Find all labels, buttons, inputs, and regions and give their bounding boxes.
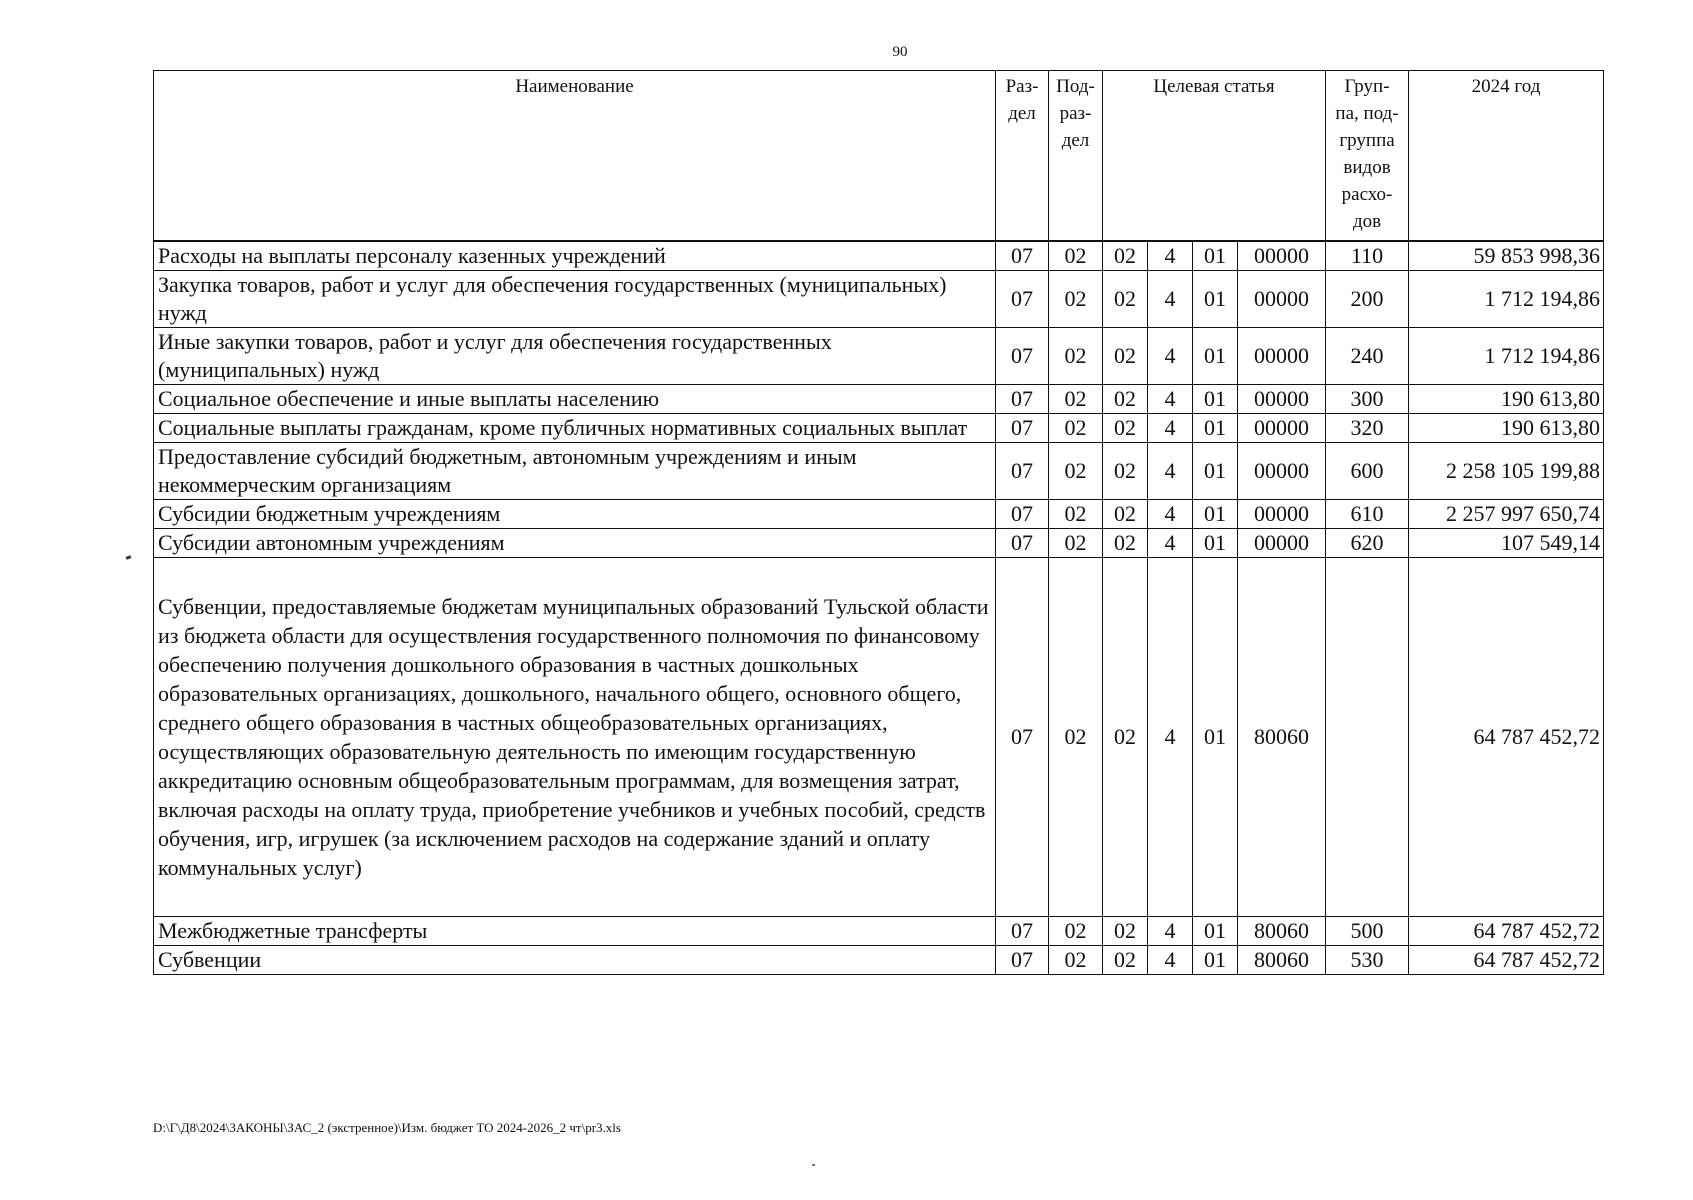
row-name: Предоставление субсидий бюджетным, автономным учреждениям и иным некоммерческим организациям bbox=[154, 442, 996, 499]
row-subsection: 02 bbox=[1049, 384, 1103, 413]
table-row bbox=[154, 413, 1604, 442]
row-section: 07 bbox=[996, 916, 1049, 945]
row-target-element: 01 bbox=[1193, 499, 1238, 528]
row-section: 07 bbox=[996, 241, 1049, 271]
row-subsection: 02 bbox=[1049, 499, 1103, 528]
row-target-program: 02 bbox=[1103, 916, 1148, 945]
file-path-footer: D:\Г\Д8\2024\ЗАКОНЫ\ЗАС_2 (экстренное)\Изм. бюджет ТО 2024-2026_2 чт\pr3.xls bbox=[153, 1120, 621, 1135]
table-row bbox=[154, 270, 1604, 327]
row-target-type: 4 bbox=[1148, 528, 1193, 557]
row-name: Расходы на выплаты персоналу казенных учреждений bbox=[154, 241, 996, 271]
row-target-direction: 00000 bbox=[1238, 270, 1326, 327]
row-name: Закупка товаров, работ и услуг для обеспечения государственных (муниципальных) нужд bbox=[154, 270, 996, 327]
row-amount: 190 613,80 bbox=[1409, 413, 1604, 442]
header-name: Наименование bbox=[154, 71, 996, 241]
row-target-element: 01 bbox=[1193, 945, 1238, 974]
row-section: 07 bbox=[996, 413, 1049, 442]
header-year: 2024 год bbox=[1409, 71, 1604, 241]
row-target-direction: 80060 bbox=[1238, 557, 1326, 916]
row-subsection: 02 bbox=[1049, 270, 1103, 327]
row-expense-group: 600 bbox=[1326, 442, 1409, 499]
row-expense-group: 530 bbox=[1326, 945, 1409, 974]
row-target-type: 4 bbox=[1148, 916, 1193, 945]
row-section: 07 bbox=[996, 499, 1049, 528]
row-subsection: 02 bbox=[1049, 413, 1103, 442]
row-name: Субсидии бюджетным учреждениям bbox=[154, 499, 996, 528]
row-name: Социальные выплаты гражданам, кроме публичных нормативных социальных выплат bbox=[154, 413, 996, 442]
row-target-program: 02 bbox=[1103, 557, 1148, 916]
row-target-type: 4 bbox=[1148, 442, 1193, 499]
row-name: Субвенции bbox=[154, 945, 996, 974]
row-expense-group: 610 bbox=[1326, 499, 1409, 528]
row-target-element: 01 bbox=[1193, 413, 1238, 442]
row-section: 07 bbox=[996, 528, 1049, 557]
row-target-element: 01 bbox=[1193, 384, 1238, 413]
row-section: 07 bbox=[996, 384, 1049, 413]
row-target-direction: 00000 bbox=[1238, 241, 1326, 271]
header-target-article: Целевая статья bbox=[1103, 71, 1326, 241]
row-section: 07 bbox=[996, 557, 1049, 916]
table-row bbox=[154, 528, 1604, 557]
row-target-type: 4 bbox=[1148, 945, 1193, 974]
row-section: 07 bbox=[996, 945, 1049, 974]
row-target-element: 01 bbox=[1193, 557, 1238, 916]
row-expense-group: 320 bbox=[1326, 413, 1409, 442]
row-target-direction: 00000 bbox=[1238, 528, 1326, 557]
scan-mark bbox=[126, 555, 132, 560]
row-target-element: 01 bbox=[1193, 270, 1238, 327]
row-target-program: 02 bbox=[1103, 270, 1148, 327]
row-section: 07 bbox=[996, 327, 1049, 384]
table-row bbox=[154, 499, 1604, 528]
row-target-type: 4 bbox=[1148, 557, 1193, 916]
row-amount: 1 712 194,86 bbox=[1409, 327, 1604, 384]
row-target-type: 4 bbox=[1148, 413, 1193, 442]
row-target-direction: 80060 bbox=[1238, 916, 1326, 945]
row-target-element: 01 bbox=[1193, 327, 1238, 384]
row-amount: 64 787 452,72 bbox=[1409, 945, 1604, 974]
row-expense-group bbox=[1326, 557, 1409, 916]
row-target-element: 01 bbox=[1193, 442, 1238, 499]
row-target-direction: 00000 bbox=[1238, 384, 1326, 413]
row-subsection: 02 bbox=[1049, 528, 1103, 557]
row-amount: 1 712 194,86 bbox=[1409, 270, 1604, 327]
table-row bbox=[154, 945, 1604, 974]
row-name: Иные закупки товаров, работ и услуг для обеспечения государственных (муниципальных) нужд bbox=[154, 327, 996, 384]
row-subsection: 02 bbox=[1049, 916, 1103, 945]
row-subsection: 02 bbox=[1049, 945, 1103, 974]
table-row bbox=[154, 384, 1604, 413]
row-target-type: 4 bbox=[1148, 270, 1193, 327]
table-header-row bbox=[154, 71, 1604, 241]
row-name: Субвенции, предоставляемые бюджетам муниципальных образований Тульской области из бюджета области для осуществления государственного полномочия по финансовому обеспечению получения дошкольного образования в частных дошкольных образовательных организациях, дошкольного, начального общего, основного общего, среднего общего образования в частных общеобразовательных организациях, осуществляющих образовательную деятельность по имеющим государственную аккредитацию основным общеобразовательным программам, для возмещения затрат, включая расходы на оплату труда, приобретение учебников и учебных пособий, средств обучения, игр, игрушек (за исключением расходов на содержание зданий и оплату коммунальных услуг) bbox=[154, 557, 996, 916]
row-name: Межбюджетные трансферты bbox=[154, 916, 996, 945]
row-expense-group: 620 bbox=[1326, 528, 1409, 557]
row-target-element: 01 bbox=[1193, 241, 1238, 271]
row-target-direction: 00000 bbox=[1238, 442, 1326, 499]
row-name: Субсидии автономным учреждениям bbox=[154, 528, 996, 557]
row-amount: 2 257 997 650,74 bbox=[1409, 499, 1604, 528]
row-target-type: 4 bbox=[1148, 241, 1193, 271]
row-target-type: 4 bbox=[1148, 327, 1193, 384]
row-amount: 190 613,80 bbox=[1409, 384, 1604, 413]
row-section: 07 bbox=[996, 270, 1049, 327]
row-amount: 2 258 105 199,88 bbox=[1409, 442, 1604, 499]
row-target-program: 02 bbox=[1103, 327, 1148, 384]
header-subsection: Под- раз- дел bbox=[1049, 71, 1103, 241]
row-target-direction: 00000 bbox=[1238, 499, 1326, 528]
row-section: 07 bbox=[996, 442, 1049, 499]
row-subsection: 02 bbox=[1049, 557, 1103, 916]
row-expense-group: 200 bbox=[1326, 270, 1409, 327]
row-target-element: 01 bbox=[1193, 528, 1238, 557]
table-row bbox=[154, 327, 1604, 384]
row-target-program: 02 bbox=[1103, 945, 1148, 974]
row-amount: 107 549,14 bbox=[1409, 528, 1604, 557]
row-subsection: 02 bbox=[1049, 327, 1103, 384]
table-row bbox=[154, 241, 1604, 271]
table-row bbox=[154, 916, 1604, 945]
budget-table bbox=[153, 70, 1604, 975]
page-number: 90 bbox=[892, 44, 908, 60]
row-name: Социальное обеспечение и иные выплаты населению bbox=[154, 384, 996, 413]
row-subsection: 02 bbox=[1049, 442, 1103, 499]
header-expense-group: Груп- па, под- группа видов расхо- дов bbox=[1326, 71, 1409, 241]
row-expense-group: 240 bbox=[1326, 327, 1409, 384]
row-target-program: 02 bbox=[1103, 442, 1148, 499]
row-target-type: 4 bbox=[1148, 499, 1193, 528]
row-target-program: 02 bbox=[1103, 384, 1148, 413]
row-expense-group: 110 bbox=[1326, 241, 1409, 271]
row-target-program: 02 bbox=[1103, 241, 1148, 271]
table-row bbox=[154, 442, 1604, 499]
table-row bbox=[154, 557, 1604, 916]
row-amount: 64 787 452,72 bbox=[1409, 557, 1604, 916]
row-target-program: 02 bbox=[1103, 499, 1148, 528]
row-subsection: 02 bbox=[1049, 241, 1103, 271]
row-expense-group: 500 bbox=[1326, 916, 1409, 945]
row-target-direction: 00000 bbox=[1238, 413, 1326, 442]
row-target-element: 01 bbox=[1193, 916, 1238, 945]
row-target-direction: 00000 bbox=[1238, 327, 1326, 384]
row-target-type: 4 bbox=[1148, 384, 1193, 413]
row-amount: 64 787 452,72 bbox=[1409, 916, 1604, 945]
row-target-program: 02 bbox=[1103, 413, 1148, 442]
row-amount: 59 853 998,36 bbox=[1409, 241, 1604, 271]
row-target-direction: 80060 bbox=[1238, 945, 1326, 974]
header-section: Раз- дел bbox=[996, 71, 1049, 241]
row-target-program: 02 bbox=[1103, 528, 1148, 557]
row-expense-group: 300 bbox=[1326, 384, 1409, 413]
scan-dot bbox=[812, 1164, 815, 1166]
